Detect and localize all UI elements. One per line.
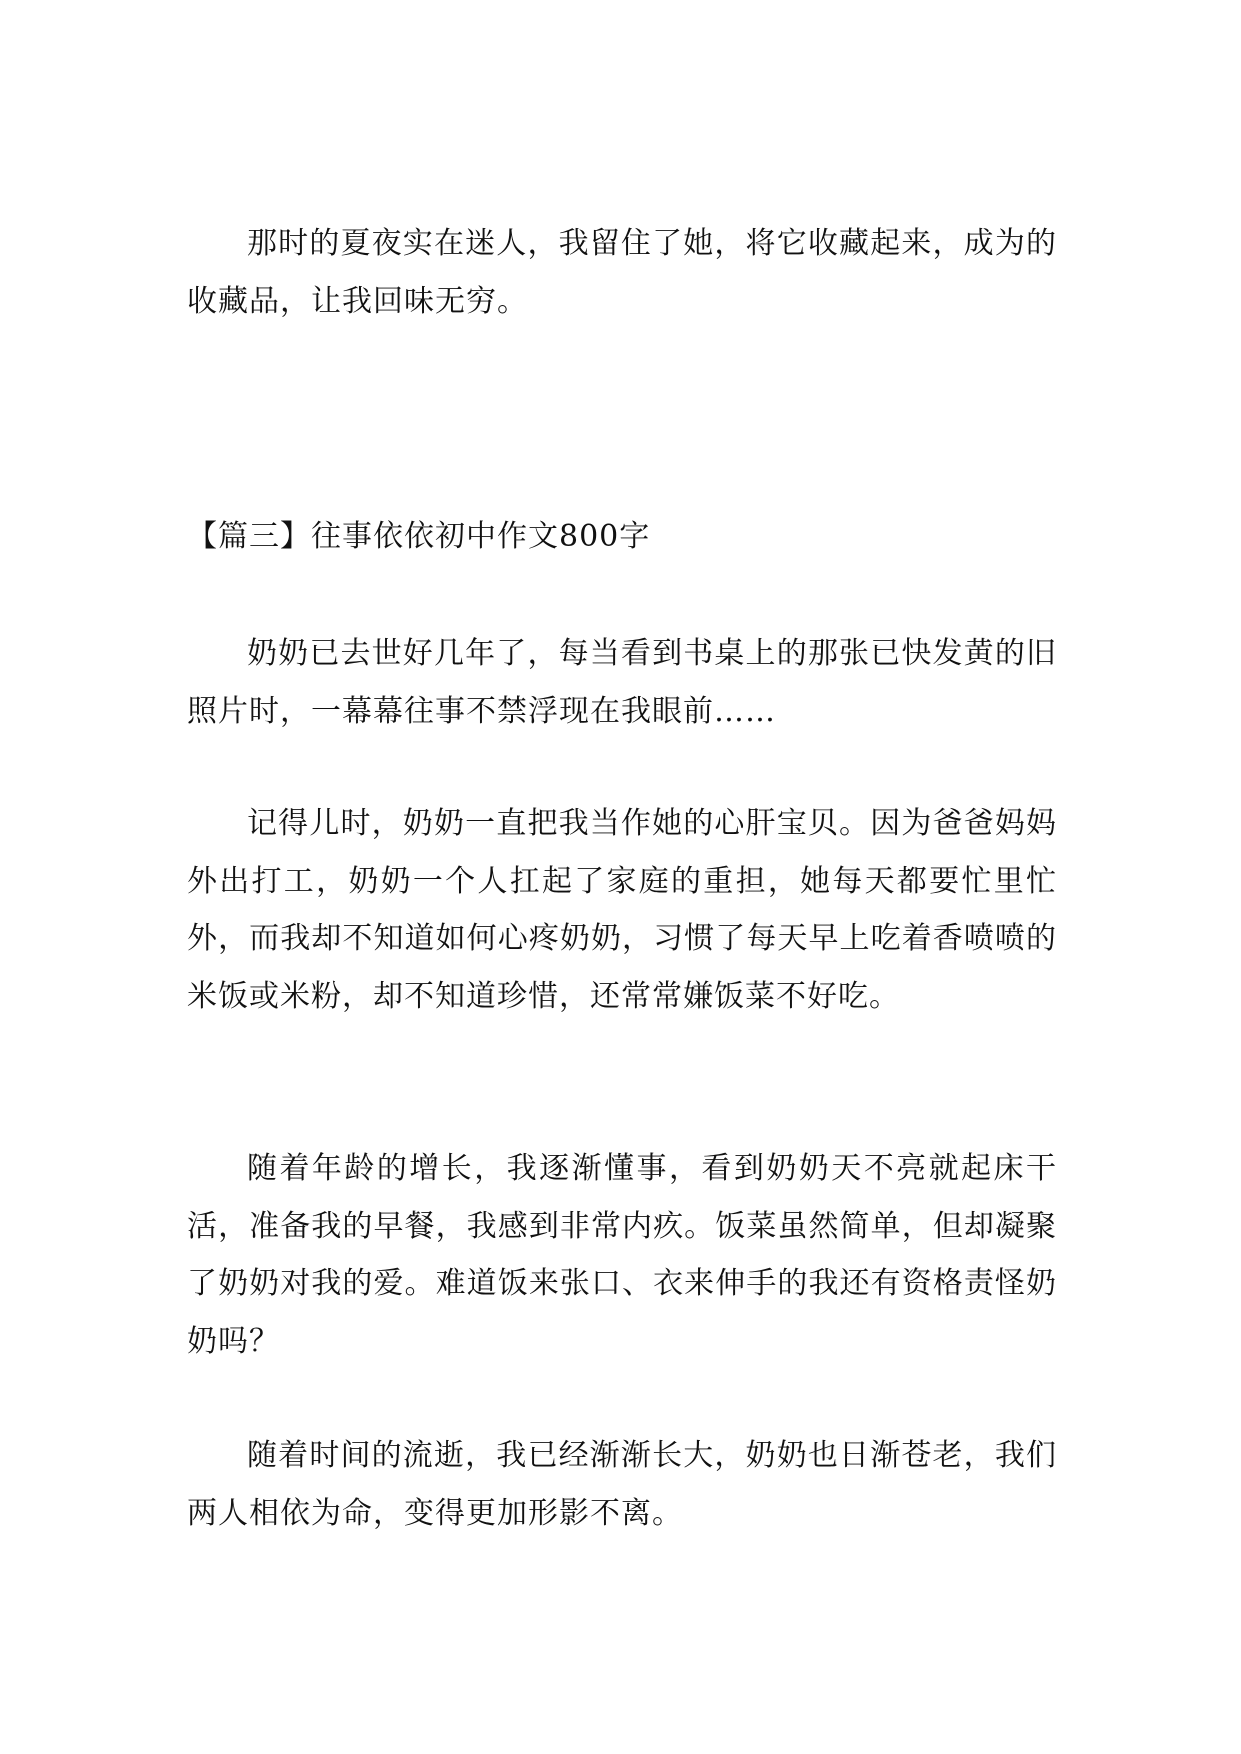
paragraph-summer-night: 那时的夏夜实在迷人，我留住了她，将它收藏起来，成为的收藏品，让我回味无穷。 xyxy=(187,226,1057,319)
paragraph-old-photo: 奶奶已去世好几年了，每当看到书桌上的那张已快发黄的旧照片时，一幕幕往事不禁浮现在我眼前…… xyxy=(187,636,1057,729)
section-heading: 【篇三】往事依依初中作文800字 xyxy=(187,519,651,554)
paragraph-childhood: 记得儿时，奶奶一直把我当作她的心肝宝贝。因为爸爸妈妈外出打工，奶奶一个人扛起了家庭的重担，她每天都要忙里忙外，而我却不知道如何心疼奶奶，习惯了每天早上吃着香喷喷的米饭或米粉，却不知道珍惜，还常常嫌饭菜不好吃。 xyxy=(187,806,1057,1014)
paragraph-growing-up: 随着年龄的增长，我逐渐懂事，看到奶奶天不亮就起床干活，准备我的早餐，我感到非常内疚。饭菜虽然简单，但却凝聚了奶奶对我的爱。难道饭来张口、衣来伸手的我还有资格责怪奶奶吗？ xyxy=(187,1151,1057,1359)
paragraph-time-passing: 随着时间的流逝，我已经渐渐长大，奶奶也日渐苍老，我们两人相依为命，变得更加形影不离。 xyxy=(187,1438,1057,1531)
